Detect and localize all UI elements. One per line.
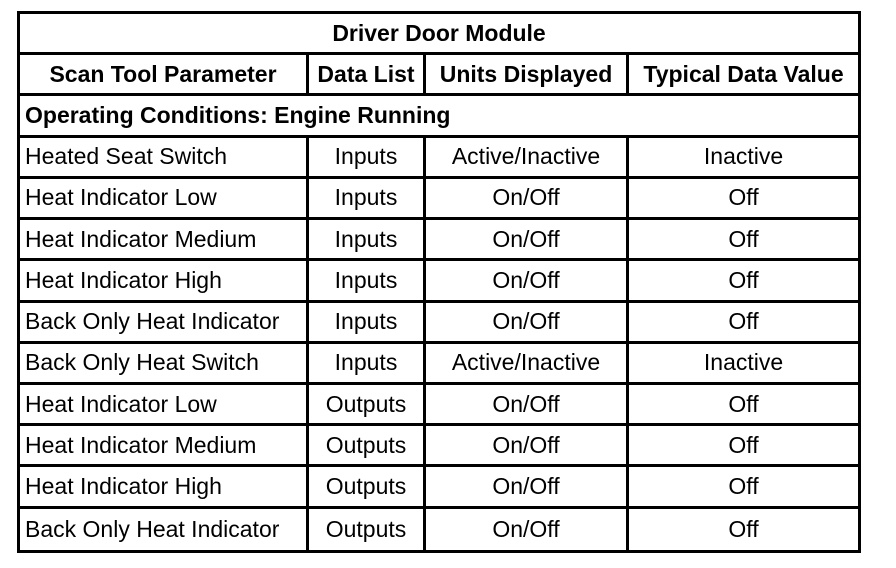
parameter-cell: Heat Indicator High: [20, 261, 309, 302]
units-cell: On/Off: [426, 509, 629, 550]
column-header-typical-value: Typical Data Value: [629, 55, 858, 96]
units-cell: On/Off: [426, 426, 629, 467]
units-cell: On/Off: [426, 467, 629, 508]
data-list-cell: Outputs: [309, 467, 426, 508]
table-row: [20, 179, 858, 220]
data-list-cell: Inputs: [309, 303, 426, 344]
section-row: [20, 96, 858, 137]
table-row: [20, 509, 858, 550]
column-header-parameter: Scan Tool Parameter: [20, 55, 309, 96]
data-list-cell: Inputs: [309, 138, 426, 179]
table-row: [20, 303, 858, 344]
units-cell: On/Off: [426, 303, 629, 344]
units-cell: Active/Inactive: [426, 344, 629, 385]
units-cell: On/Off: [426, 385, 629, 426]
parameter-cell: Heat Indicator Low: [20, 385, 309, 426]
table-row: [20, 261, 858, 302]
table-row: [20, 385, 858, 426]
table-row: [20, 138, 858, 179]
typical-value-cell: Inactive: [629, 138, 858, 179]
data-list-cell: Inputs: [309, 220, 426, 261]
operating-conditions-label: Operating Conditions: Engine Running: [20, 96, 858, 137]
table-row: [20, 426, 858, 467]
typical-value-cell: Off: [629, 261, 858, 302]
units-cell: Active/Inactive: [426, 138, 629, 179]
data-list-cell: Outputs: [309, 426, 426, 467]
data-list-cell: Inputs: [309, 179, 426, 220]
units-cell: On/Off: [426, 179, 629, 220]
data-list-cell: Outputs: [309, 509, 426, 550]
header-row: [20, 55, 858, 96]
title-row: [20, 14, 858, 55]
table-row: [20, 467, 858, 508]
column-header-units: Units Displayed: [426, 55, 629, 96]
parameter-cell: Heat Indicator Medium: [20, 426, 309, 467]
typical-value-cell: Inactive: [629, 344, 858, 385]
parameter-cell: Back Only Heat Indicator: [20, 509, 309, 550]
table-title: Driver Door Module: [20, 14, 858, 55]
column-header-data-list: Data List: [309, 55, 426, 96]
parameter-cell: Back Only Heat Indicator: [20, 303, 309, 344]
typical-value-cell: Off: [629, 303, 858, 344]
units-cell: On/Off: [426, 220, 629, 261]
typical-value-cell: Off: [629, 179, 858, 220]
parameter-cell: Back Only Heat Switch: [20, 344, 309, 385]
data-list-cell: Inputs: [309, 344, 426, 385]
scan-tool-data-table: [20, 14, 858, 550]
typical-value-cell: Off: [629, 385, 858, 426]
table-row: [20, 344, 858, 385]
parameter-cell: Heat Indicator Low: [20, 179, 309, 220]
typical-value-cell: Off: [629, 467, 858, 508]
typical-value-cell: Off: [629, 220, 858, 261]
data-list-cell: Inputs: [309, 261, 426, 302]
units-cell: On/Off: [426, 261, 629, 302]
typical-value-cell: Off: [629, 426, 858, 467]
table-row: [20, 220, 858, 261]
typical-value-cell: Off: [728, 515, 759, 542]
data-list-cell: Outputs: [309, 385, 426, 426]
parameter-cell: Heat Indicator Medium: [20, 220, 309, 261]
parameter-cell: Heat Indicator High: [20, 467, 309, 508]
parameter-cell: Heated Seat Switch: [20, 138, 309, 179]
